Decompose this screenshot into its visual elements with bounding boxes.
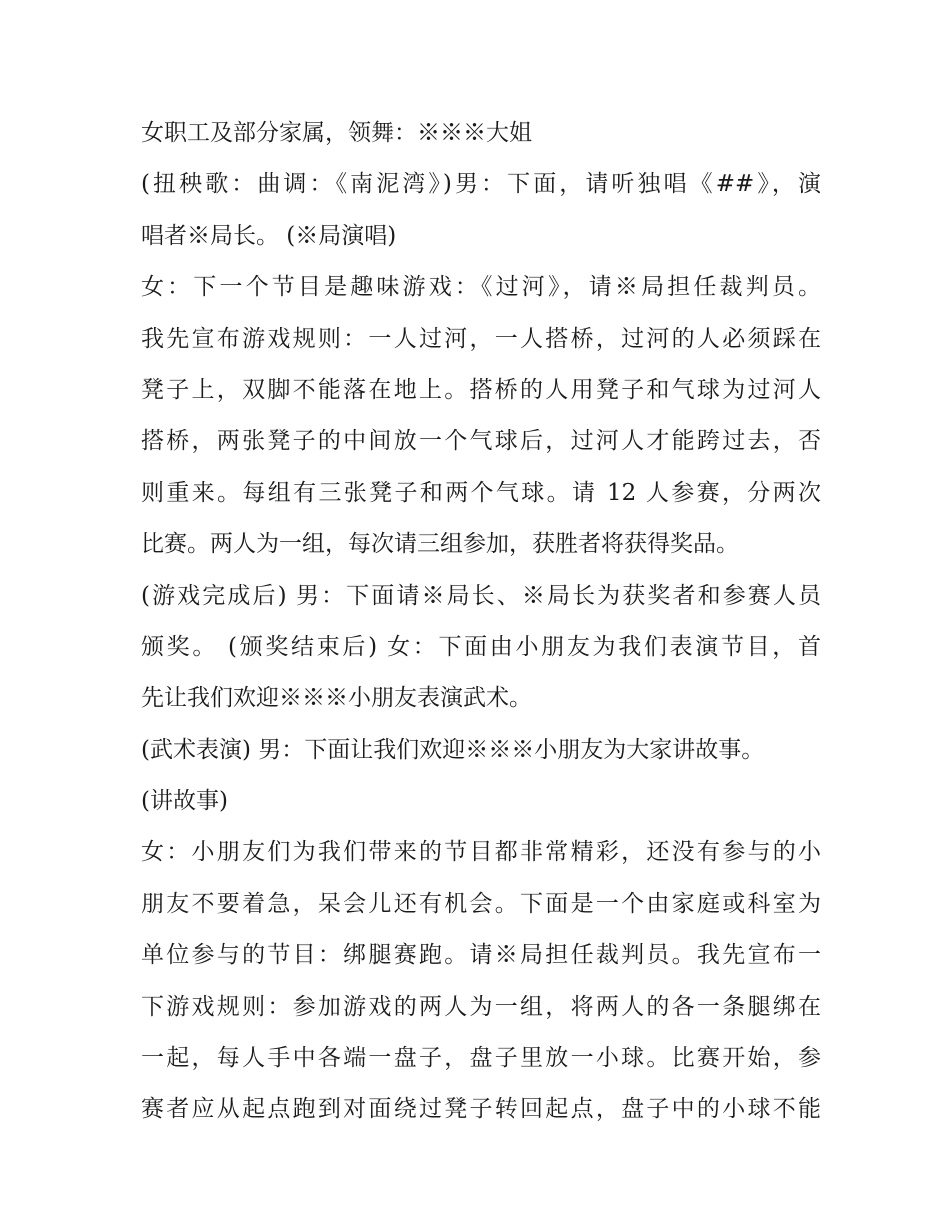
text-line: 则重来。每组有三张凳子和两个气球。请 12 人参赛，分两次	[141, 479, 821, 506]
text-line: 女：下一个节目是趣味游戏：《过河》，请※局担任裁判员。	[141, 274, 821, 301]
text-line: (讲故事)	[141, 788, 228, 815]
text-line: 朋友不要着急，呆会儿还有机会。下面是一个由家庭或科室为	[141, 890, 821, 917]
text-line: 凳子上，双脚不能落在地上。搭桥的人用凳子和气球为过河人	[141, 376, 821, 403]
text-line: 下游戏规则：参加游戏的两人为一组，将两人的各一条腿绑在	[141, 993, 821, 1020]
text-line: (扭秧歌：曲调：《南泥湾》)男：下面，请听独唱《##》，演	[141, 171, 821, 198]
text-line: 单位参与的节目：绑腿赛跑。请※局担任裁判员。我先宣布一	[141, 942, 821, 969]
text-line: 搭桥，两张凳子的中间放一个气球后，过河人才能跨过去，否	[141, 428, 821, 455]
text-line: (游戏完成后) 男：下面请※局长、※局长为获奖者和参赛人员	[141, 582, 821, 609]
text-line: 颁奖。 (颁奖结束后) 女：下面由小朋友为我们表演节目，首	[141, 633, 821, 660]
text-line: 比赛。两人为一组，每次请三组参加，获胜者将获得奖品。	[141, 531, 739, 558]
text-line: 一起，每人手中各端一盘子，盘子里放一小球。比赛开始，参	[141, 1045, 821, 1072]
text-line: 唱者※局长。 (※局演唱)	[141, 222, 397, 249]
text-line: 我先宣布游戏规则：一人过河，一人搭桥，过河的人必须踩在	[141, 325, 821, 352]
text-line: (武术表演) 男：下面让我们欢迎※※※小朋友为大家讲故事。	[141, 736, 765, 763]
text-line: 女：小朋友们为我们带来的节目都非常精彩，还没有参与的小	[141, 839, 821, 866]
document-body	[141, 108, 821, 1136]
text-line: 赛者应从起点跑到对面绕过凳子转回起点，盘子中的小球不能	[141, 1096, 821, 1123]
text-line: 女职工及部分家属，领舞：※※※大姐	[141, 120, 532, 146]
text-line: 先让我们欢迎※※※小朋友表演武术。	[141, 685, 532, 712]
